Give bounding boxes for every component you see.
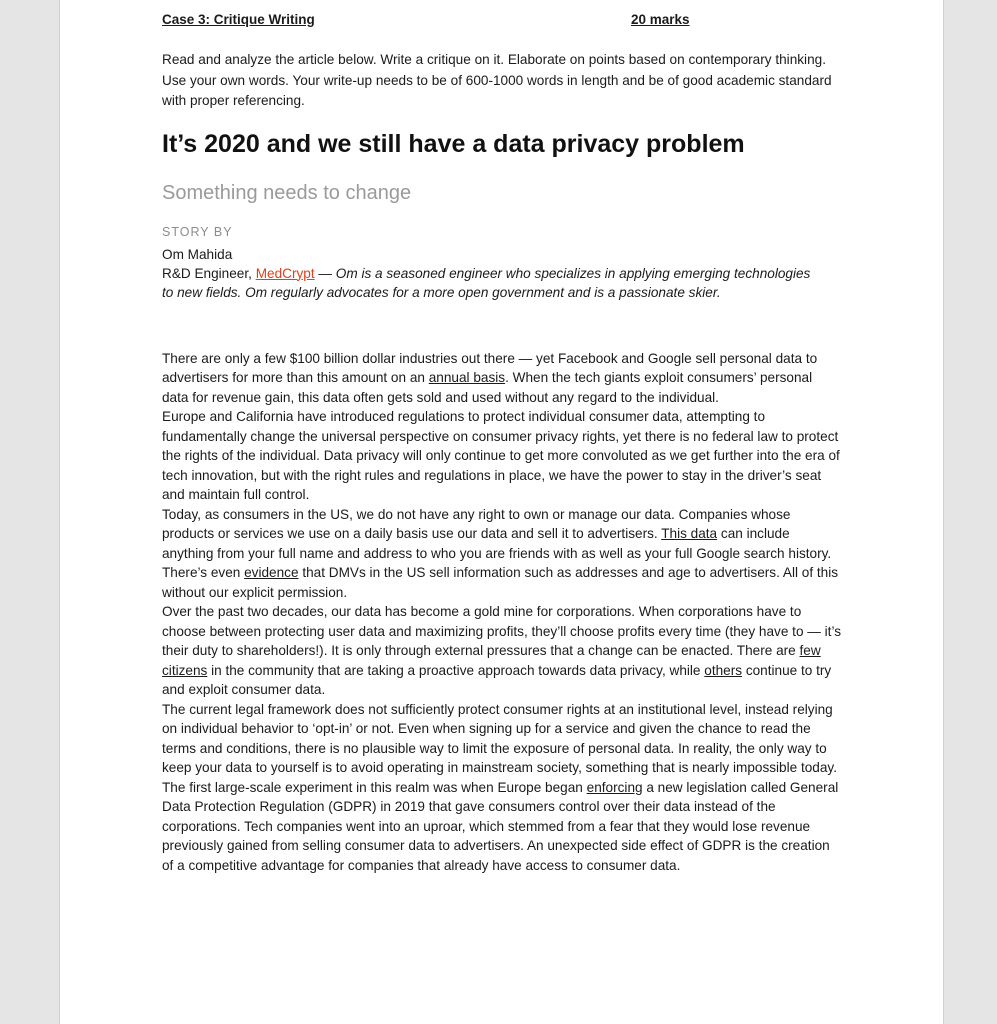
paragraph-3-text-b: can include anything from your full name and address to who you are friends with as well as your full Google search history. There’s even: [162, 526, 832, 580]
others-link[interactable]: others: [704, 662, 743, 678]
document-page: [59, 0, 944, 1024]
author-bio: [162, 264, 822, 303]
evidence-link[interactable]: evidence: [244, 565, 299, 580]
case-marks: 20 marks: [631, 12, 690, 27]
case-header: [162, 12, 842, 32]
author-role: R&D Engineer,: [162, 265, 256, 281]
paragraph-3-text-c: that DMVs in the US sell information such as addresses and age to advertisers. All of this without our explicit permission.: [162, 565, 839, 600]
annual-basis-link[interactable]: annual basis: [428, 370, 506, 385]
paragraph-6: [162, 778, 842, 876]
author-name: Om Mahida: [162, 246, 233, 262]
document-content: [162, 12, 842, 875]
assignment-instructions: Read and analyze the article below. Write a critique on it. Elaborate on points based on contemporary thinking. Use your own words. Your write-up needs to be of 600-1000 words in length and be of good academic standard with proper referencing.: [162, 52, 832, 108]
paragraph-1-text-b: . When the tech giants exploit consumers’ personal data for revenue gain, this data often gets sold and used without any regard to the individual.: [162, 370, 813, 405]
article-body: [162, 349, 842, 876]
article-subheadline: Something needs to change: [162, 181, 412, 204]
article-headline: It’s 2020 and we still have a data privacy problem: [162, 129, 745, 158]
paragraph-4-text-a: Over the past two decades, our data has become a gold mine for corporations. When corporations have to choose between protecting user data and maximizing profits, they’ll choose profits every time (they have to — it’s their duty to shareholders!). It is only through external pressures that a change can be enacted. There are: [162, 604, 842, 658]
case-title: Case 3: Critique Writing: [162, 12, 315, 27]
author-company-link[interactable]: MedCrypt: [255, 265, 315, 281]
story-by-label: STORY BY: [162, 224, 233, 239]
paragraph-5: The current legal framework does not sufficiently protect consumer rights at an institutional level, instead relying on individual behavior to ‘opt-in’ or not. Even when signing up for a service and given the chance to read the terms and conditions, there is no plausible way to limit the exposure of personal data. In reality, the only way to keep your data to yourself is to avoid operating in mainstream society, something that is nearly impossible today.: [162, 701, 837, 775]
paragraph-4-text-b: in the community that are taking a proactive approach towards data privacy, while: [207, 662, 705, 678]
paragraph-6-text-a: The first large-scale experiment in this realm was when Europe began: [162, 779, 587, 795]
paragraph-1: [162, 349, 842, 408]
paragraph-2: Europe and California have introduced regulations to protect individual consumer data, attempting to fundamentally change the universal perspective on consumer privacy rights, yet there is no federal law to protect the rights of the individual. Data privacy will only continue to get more convoluted as we get further into the era of tech innovation, but with the right rules and regulations in place, we have the power to stay in the driver’s seat and maintain full control.: [162, 409, 840, 502]
author-description: Om is a seasoned engineer who specializes in applying emerging technologies to new fields. Om regularly advocates for a more open government and is a passionate skier.: [162, 265, 811, 300]
paragraph-1-text-a: There are only a few $100 billion dollar industries out there — yet Facebook and Google sell personal data to advertisers for more than this amount on an: [162, 350, 818, 385]
this-data-link[interactable]: This data: [661, 526, 718, 541]
paragraph-3: [162, 505, 842, 603]
few-citizens-link[interactable]: few citizens: [162, 643, 821, 678]
paragraph-4: [162, 602, 842, 700]
paragraph-4-text-c: continue to try and exploit consumer data.: [162, 662, 832, 697]
paragraph-6-text-b: a new legislation called General Data Protection Regulation (GDPR) in 2019 that gave consumers control over their data instead of the corporations. Tech companies went into an uproar, which stemmed from a fear that they would lose revenue previously gained from selling consumer data to advertisers. An unexpected side effect of GDPR is the creation of a competitive advantage for companies that already have access to consumer data.: [162, 779, 839, 873]
author-dash: —: [314, 265, 336, 281]
enforcing-link[interactable]: enforcing: [586, 779, 643, 795]
paragraph-3-text-a: Today, as consumers in the US, we do not have any right to own or manage our data. Companies whose products or services we use on a daily basis use our data and sell it to advertisers.: [162, 506, 791, 541]
